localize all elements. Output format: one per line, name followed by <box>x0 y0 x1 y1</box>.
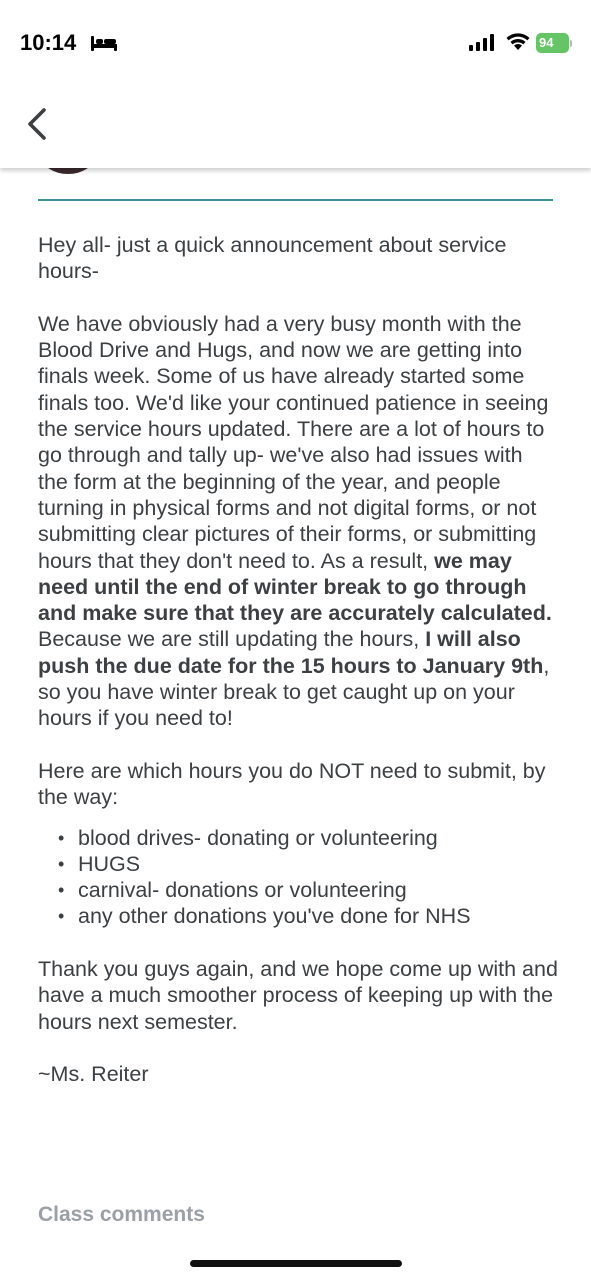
signature: ~Ms. Reiter <box>38 1062 149 1087</box>
bed-icon <box>90 34 118 52</box>
bold-segment: we may need until the end of winter break to go through and make sure that they are accurately calculated. <box>38 548 552 626</box>
class-comments-button[interactable]: Class comments <box>38 1203 205 1226</box>
home-indicator[interactable] <box>190 1260 402 1267</box>
exemptions-intro: Here are which hours you do NOT need to submit, by the way: <box>38 758 546 810</box>
battery-tip <box>570 40 572 47</box>
status-time: 10:14 <box>20 30 77 55</box>
exemptions-list <box>38 825 558 930</box>
chevron-left-icon[interactable] <box>20 104 54 144</box>
announcement-main-paragraph <box>38 311 558 732</box>
closing-paragraph: Thank you guys again, and we hope come up with and have a much smoother process of keeping up with the hours next semester. <box>38 957 558 1034</box>
announcement-body <box>38 232 558 1114</box>
text-segment: Because we are still updating the hours, <box>38 627 426 652</box>
list-item: • carnival- donations or volunteering <box>58 877 558 903</box>
header-divider <box>38 199 553 201</box>
list-item: • any other donations you've done for NHS <box>58 903 558 929</box>
top-app-bar <box>0 88 591 168</box>
list-item: • HUGS <box>58 851 558 877</box>
bold-segment: I will also push the due date for the 15 hours to January 9th <box>38 627 544 678</box>
wifi-icon <box>505 31 531 51</box>
list-item: • blood drives- donating or volunteering <box>58 825 558 851</box>
status-bar <box>0 0 591 88</box>
signal-icon <box>468 33 496 51</box>
text-segment: We have obviously had a very busy month with the Blood Drive and Hugs, and now we are getting into finals week. Some of us have already started some finals too. We'd like your continued patience in seeing the service hours updated. There are a lot of hours to go through and tally up- we've also had issues with the form at the beginning of the year, and people turning in physical forms and not digital forms, or not submitting clear pictures of their forms, or submitting hours that they don't need to. As a result, <box>38 311 549 573</box>
battery-level: 94 <box>536 33 569 53</box>
text-segment: , so you have winter break to get caught up on your hours if you need to! <box>38 653 550 731</box>
announcement-intro: Hey all- just a quick announcement about service hours- <box>38 233 507 284</box>
battery-icon <box>536 33 572 53</box>
